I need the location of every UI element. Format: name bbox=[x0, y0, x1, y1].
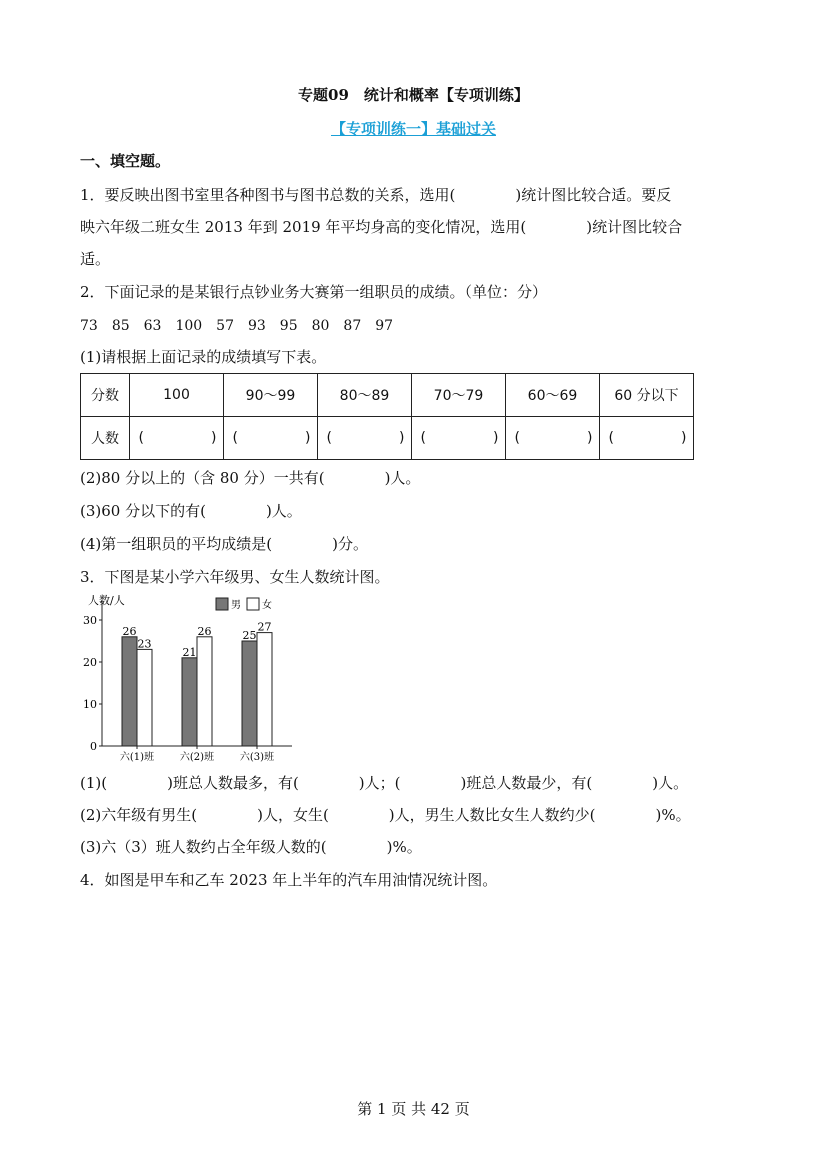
y-tick-label: 10 bbox=[83, 698, 97, 711]
page-title: 专题09 统计和概率【专项训练】 bbox=[298, 86, 529, 104]
q1-line3: 适。 bbox=[80, 250, 111, 268]
table-cell: 70～79 bbox=[412, 374, 506, 417]
table-cell: 60 分以下 bbox=[600, 374, 694, 417]
answer-blank[interactable]: ( ) bbox=[318, 417, 412, 460]
q1-line2: 映六年级二班女生 2013 年到 2019 年平均身高的变化情况，选用( )统计图比较合 bbox=[80, 218, 683, 236]
q2-scores: 73 85 63 100 57 93 95 80 87 97 bbox=[80, 318, 394, 334]
q2-sub3: (3)60 分以下的有( )人。 bbox=[80, 502, 302, 520]
data-label: 21 bbox=[182, 645, 197, 659]
chart-legend bbox=[216, 598, 272, 611]
answer-blank[interactable]: ( ) bbox=[224, 417, 318, 460]
legend-swatch bbox=[216, 598, 228, 610]
data-label: 26 bbox=[197, 624, 212, 638]
page-footer: 第 1 页 共 42 页 bbox=[357, 1100, 470, 1118]
bar bbox=[257, 633, 272, 746]
q3-sub3: (3)六（3）班人数约占全年级人数的( )%。 bbox=[80, 838, 422, 856]
q1-line1: 1．要反映出图书室里各种图书与图书总数的关系，选用( )统计图比较合适。要反 bbox=[80, 186, 672, 204]
q2-sub1: (1)请根据上面记录的成绩填写下表。 bbox=[80, 348, 327, 366]
answer-blank[interactable]: ( ) bbox=[506, 417, 600, 460]
data-label: 23 bbox=[137, 637, 152, 651]
bar-chart bbox=[80, 592, 300, 762]
bar bbox=[242, 641, 257, 746]
bar bbox=[197, 637, 212, 746]
bar bbox=[182, 658, 197, 746]
y-axis-label: 人数/人 bbox=[88, 594, 125, 607]
bar bbox=[122, 637, 137, 746]
section-heading: 一、填空题。 bbox=[80, 152, 171, 170]
y-tick-label: 20 bbox=[83, 656, 97, 669]
q2-sub4: (4)第一组职员的平均成绩是( )分。 bbox=[80, 535, 368, 553]
q4-intro: 4．如图是甲车和乙车 2023 年上半年的汽车用油情况统计图。 bbox=[80, 871, 498, 889]
answer-blank[interactable]: ( ) bbox=[600, 417, 694, 460]
table-cell: 80～89 bbox=[318, 374, 412, 417]
y-tick-label: 30 bbox=[83, 614, 97, 627]
answer-blank[interactable]: ( ) bbox=[130, 417, 224, 460]
legend-label: 男 bbox=[231, 600, 241, 611]
table-row-scores bbox=[81, 374, 694, 417]
bar bbox=[137, 649, 152, 746]
score-table bbox=[80, 373, 694, 460]
legend-swatch bbox=[247, 598, 259, 610]
q2-sub2: (2)80 分以上的（含 80 分）一共有( )人。 bbox=[80, 469, 421, 487]
q3-intro: 3．下图是某小学六年级男、女生人数统计图。 bbox=[80, 568, 390, 586]
y-tick-label: 0 bbox=[90, 740, 97, 753]
legend-label: 女 bbox=[262, 600, 272, 611]
data-label: 25 bbox=[242, 629, 257, 642]
table-cell: 分数 bbox=[81, 374, 130, 417]
table-cell: 人数 bbox=[81, 417, 130, 460]
x-tick-label: 六(3)班 bbox=[239, 752, 275, 762]
q2-intro: 2．下面记录的是某银行点钞业务大赛第一组职员的成绩。（单位：分） bbox=[80, 283, 548, 301]
q3-sub2: (2)六年级有男生( )人，女生( )人，男生人数比女生人数约少( )%。 bbox=[80, 806, 691, 824]
x-tick-label: 六(1)班 bbox=[119, 752, 155, 762]
q3-sub1: (1)( )班总人数最多，有( )人；( )班总人数最少，有( )人。 bbox=[80, 774, 689, 792]
data-label: 26 bbox=[122, 624, 137, 638]
table-cell: 100 bbox=[130, 374, 224, 417]
table-row-counts bbox=[81, 417, 694, 460]
table-cell: 60～69 bbox=[506, 374, 600, 417]
section-subtitle: 【专项训练一】基础过关 bbox=[330, 120, 496, 138]
data-label: 27 bbox=[257, 620, 272, 634]
x-tick-label: 六(2)班 bbox=[179, 752, 215, 762]
table-cell: 90～99 bbox=[224, 374, 318, 417]
answer-blank[interactable]: ( ) bbox=[412, 417, 506, 460]
